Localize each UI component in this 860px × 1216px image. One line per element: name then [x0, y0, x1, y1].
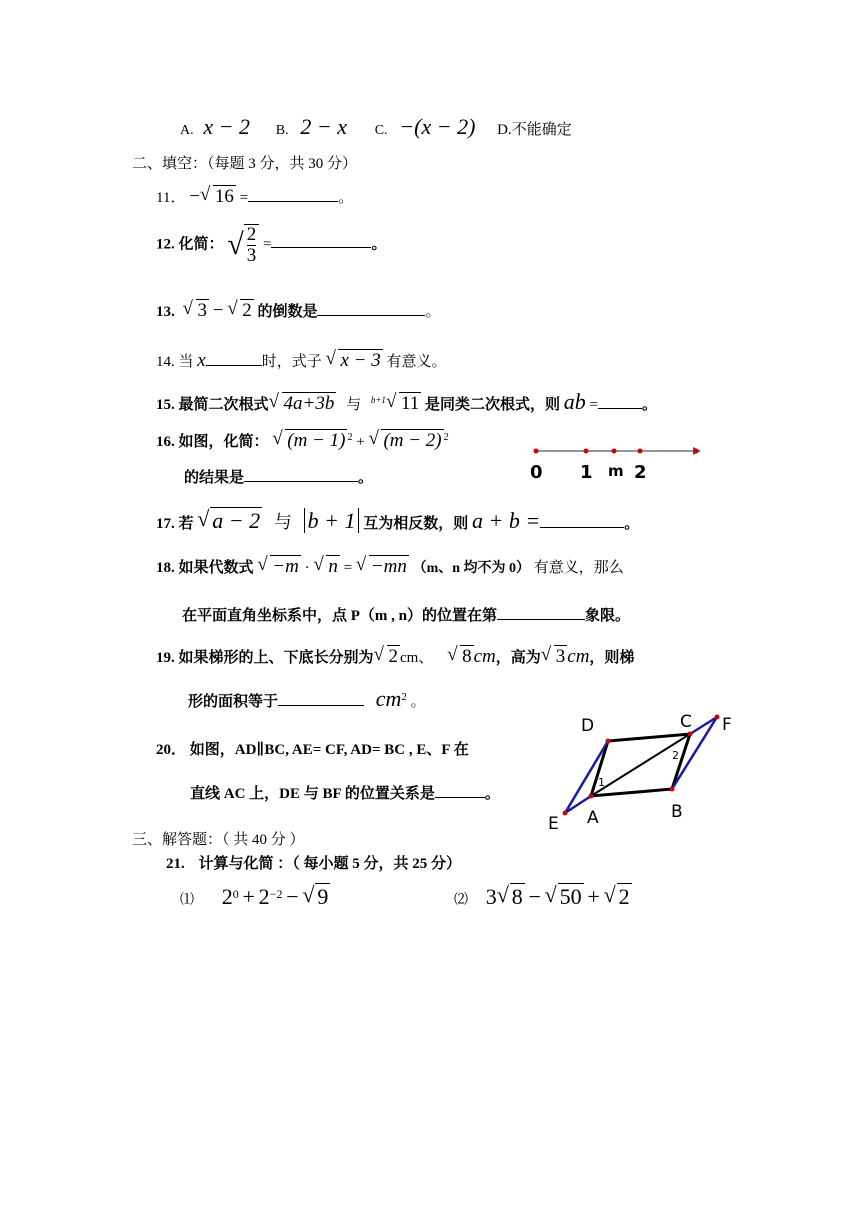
q17-yu: 与 [273, 512, 292, 532]
option-c-label: C. [374, 123, 388, 138]
q19-unit: cm [375, 686, 402, 711]
q16-end: 。 [358, 470, 374, 486]
q11-number: 11． [156, 190, 186, 206]
q21-number: 21. [166, 856, 185, 872]
q16-text-2: 的结果是 [184, 470, 245, 486]
q21-part-2: ⑵ 3√ 8 − √ 50 + √ 2 [454, 884, 632, 910]
q16-text-1: 如图，化简： [178, 434, 269, 450]
angle-1: 1 [598, 776, 605, 789]
q13-text: 的倒数是 [257, 304, 318, 320]
q14-var: x [197, 350, 206, 371]
q19-text-1: 如果梯形的上、下底长分别为 [178, 650, 374, 666]
q18-text-1: 如果代数式 [178, 560, 254, 576]
q17-text-2: 互为相反数，则 [363, 516, 469, 532]
q21-p2-radical-1: √ 8 [497, 884, 525, 910]
label-e: E [548, 814, 559, 834]
q14-text-1: 当 [178, 354, 194, 370]
q12-number: 12. [156, 236, 175, 253]
question-20-line-2 [190, 782, 500, 803]
q15-end: 。 [641, 397, 657, 413]
q12-text: 化简： [178, 236, 224, 253]
q18-end: 象限。 [585, 608, 631, 624]
q18-line-2: 在平面直角坐标系中，点 P（m , n）的位置在第 [182, 608, 498, 624]
question-21 [166, 852, 461, 873]
question-13 [156, 300, 441, 322]
question-19: 19. 如果梯形的上、下底长分别为√ 2 cm、 √ 8 cm，高为√ 3 cm，则梯 [156, 646, 634, 668]
q18-text-2: （m、n 均不为 0） [412, 561, 531, 576]
q12-fraction: $\frac{2}{3}$ [244, 224, 260, 266]
q16-answer-blank[interactable] [244, 467, 358, 482]
q18-answer-blank[interactable] [497, 605, 585, 620]
q20-line-2: 直线 AC 上，DE 与 BF 的位置关系是 [190, 786, 435, 802]
q17-abs: b + 1 [304, 508, 360, 533]
question-16: 16. 如图，化简： √ (m − 1) $^2$ + √ (m − 2) $^2$ [156, 430, 449, 452]
q19-answer-blank[interactable] [278, 691, 364, 706]
q21-text: 计算与化简 ：（ 每小题 5 分，共 25 分） [198, 856, 462, 872]
q19-text-3: ，则梯 [589, 650, 635, 666]
q11-answer-blank[interactable] [248, 187, 338, 202]
q18-number: 18. [156, 560, 175, 576]
q17-expr: a + b = [472, 508, 541, 533]
q21-p1-radical: √ 9 [302, 884, 330, 910]
question-17 [156, 508, 639, 534]
q21-part-1: ⑴ $2^0 + 2^{-2}$ − √ 9 [180, 884, 330, 910]
question-18: 18. 如果代数式 √ −m · √ n = √ −mn （m、n 均不为 0） 有意义，那么 [156, 556, 624, 578]
q14-text-2: 时，式子 [261, 354, 322, 370]
tick-m [612, 449, 617, 454]
q21-p2-radical-2: √ 50 [545, 884, 584, 910]
q14-radical: √ x − 3 [325, 350, 382, 372]
question-19-line-2: 形的面积等于 $cm^2$ 。 [188, 686, 426, 711]
q12-answer-blank[interactable] [271, 233, 371, 248]
q21-p1-label: ⑴ [180, 893, 194, 908]
q17-answer-blank[interactable] [540, 513, 624, 528]
q19-end: 。 [410, 694, 426, 710]
q18-radical-1: √ −m [257, 556, 301, 578]
option-d: D.不能确定 [497, 122, 572, 138]
label-d: D [581, 716, 595, 736]
question-20 [156, 738, 469, 759]
q16-radical-1: √ (m − 1) [272, 430, 347, 452]
q11-radical: √ 16 [200, 186, 236, 208]
q20-number: 20． [156, 742, 187, 758]
question-12: 12. 化简： √ $\frac{2}{3}$ = 。 [156, 224, 387, 266]
q21-p2-radical-3: √ 2 [604, 884, 632, 910]
q20-line-1: 如图，AD∥BC, AE= CF, AD= BC , E、F 在 [189, 742, 469, 758]
q12-eq: = [262, 236, 272, 253]
label-a: A [587, 808, 599, 828]
q11-eq: = [239, 190, 249, 206]
q11-end: 。 [338, 190, 354, 206]
number-line-figure [525, 440, 710, 485]
question-18-line-2 [182, 604, 630, 625]
q18-radical-3: √ −mn [356, 556, 409, 578]
q16-number: 16. [156, 434, 175, 450]
q10-options [180, 114, 572, 140]
label-c: C [680, 712, 692, 732]
q13-answer-blank[interactable] [317, 301, 425, 316]
q15-text-1: 最简二次根式 [178, 397, 269, 413]
question-14 [156, 350, 447, 372]
q19-radical-1: √ 2 [374, 646, 401, 668]
q14-answer-blank[interactable] [206, 351, 262, 366]
option-b-expr: 2 − x [300, 114, 347, 139]
q15-index: b+1 [370, 395, 386, 405]
tick-2 [638, 449, 643, 454]
option-a-label: A. [180, 123, 194, 138]
q17-end: 。 [624, 516, 640, 532]
label-0: 0 [530, 462, 543, 483]
q19-line-2: 形的面积等于 [188, 694, 279, 710]
q15-yu: 与 [346, 397, 362, 413]
label-m: m [608, 462, 624, 480]
q15-radical-2: √ 11 [386, 393, 421, 415]
question-11 [156, 186, 353, 208]
section-3-title: 三、解答题：（ 共 40 分 ） [132, 832, 305, 848]
q15-radical-1: √ 4a+3b [269, 393, 337, 415]
q16-radical-2: √ (m − 2) [368, 430, 443, 452]
option-c-expr: −(x − 2) [399, 114, 476, 139]
q15-answer-blank[interactable] [598, 394, 642, 409]
q14-number: 14. [156, 354, 175, 370]
q14-text-3: 有意义。 [386, 354, 447, 370]
option-b-label: B. [275, 123, 289, 138]
q15-eq: = [589, 397, 598, 413]
q21-p2-label: ⑵ [454, 893, 468, 908]
q15-var: ab [563, 389, 586, 414]
label-2: 2 [634, 462, 647, 483]
label-1: 1 [580, 462, 593, 483]
q13-radical-1: √ 3 [183, 300, 210, 322]
q12-end: 。 [371, 236, 387, 253]
q17-radical: √ a − 2 [197, 508, 262, 534]
angle-2: 2 [672, 749, 679, 762]
q17-number: 17. [156, 516, 175, 532]
tick-0 [534, 449, 539, 454]
q11-neg: − [189, 186, 200, 207]
q13-radical-2: √ 2 [227, 300, 254, 322]
section-2-title: 二、填空：（每题 3 分，共 30 分） [132, 156, 358, 172]
q15-text-2: 是同类二次根式，则 [424, 397, 560, 413]
tick-1 [584, 449, 589, 454]
q13-end: 。 [425, 304, 441, 320]
q13-minus: − [212, 300, 224, 321]
label-f: F [722, 715, 732, 735]
q18-text-3: 有意义，那么 [533, 560, 624, 576]
parallelogram-figure [540, 705, 740, 835]
q19-radical-2: √ 8 [447, 646, 474, 668]
q19-radical-3: √ 3 [541, 646, 568, 668]
question-15 [156, 389, 657, 415]
q19-number: 19. [156, 650, 175, 666]
q18-radical-2: √ n [313, 556, 340, 578]
q15-number: 15. [156, 397, 175, 413]
label-b: B [671, 802, 683, 822]
q20-end: 。 [484, 786, 500, 802]
q13-number: 13. [156, 304, 175, 320]
tick-end [694, 449, 699, 454]
q17-text-1: 若 [178, 516, 194, 532]
q20-answer-blank[interactable] [435, 783, 485, 798]
option-a-expr: x − 2 [203, 114, 250, 139]
question-16-line-2 [184, 466, 373, 487]
